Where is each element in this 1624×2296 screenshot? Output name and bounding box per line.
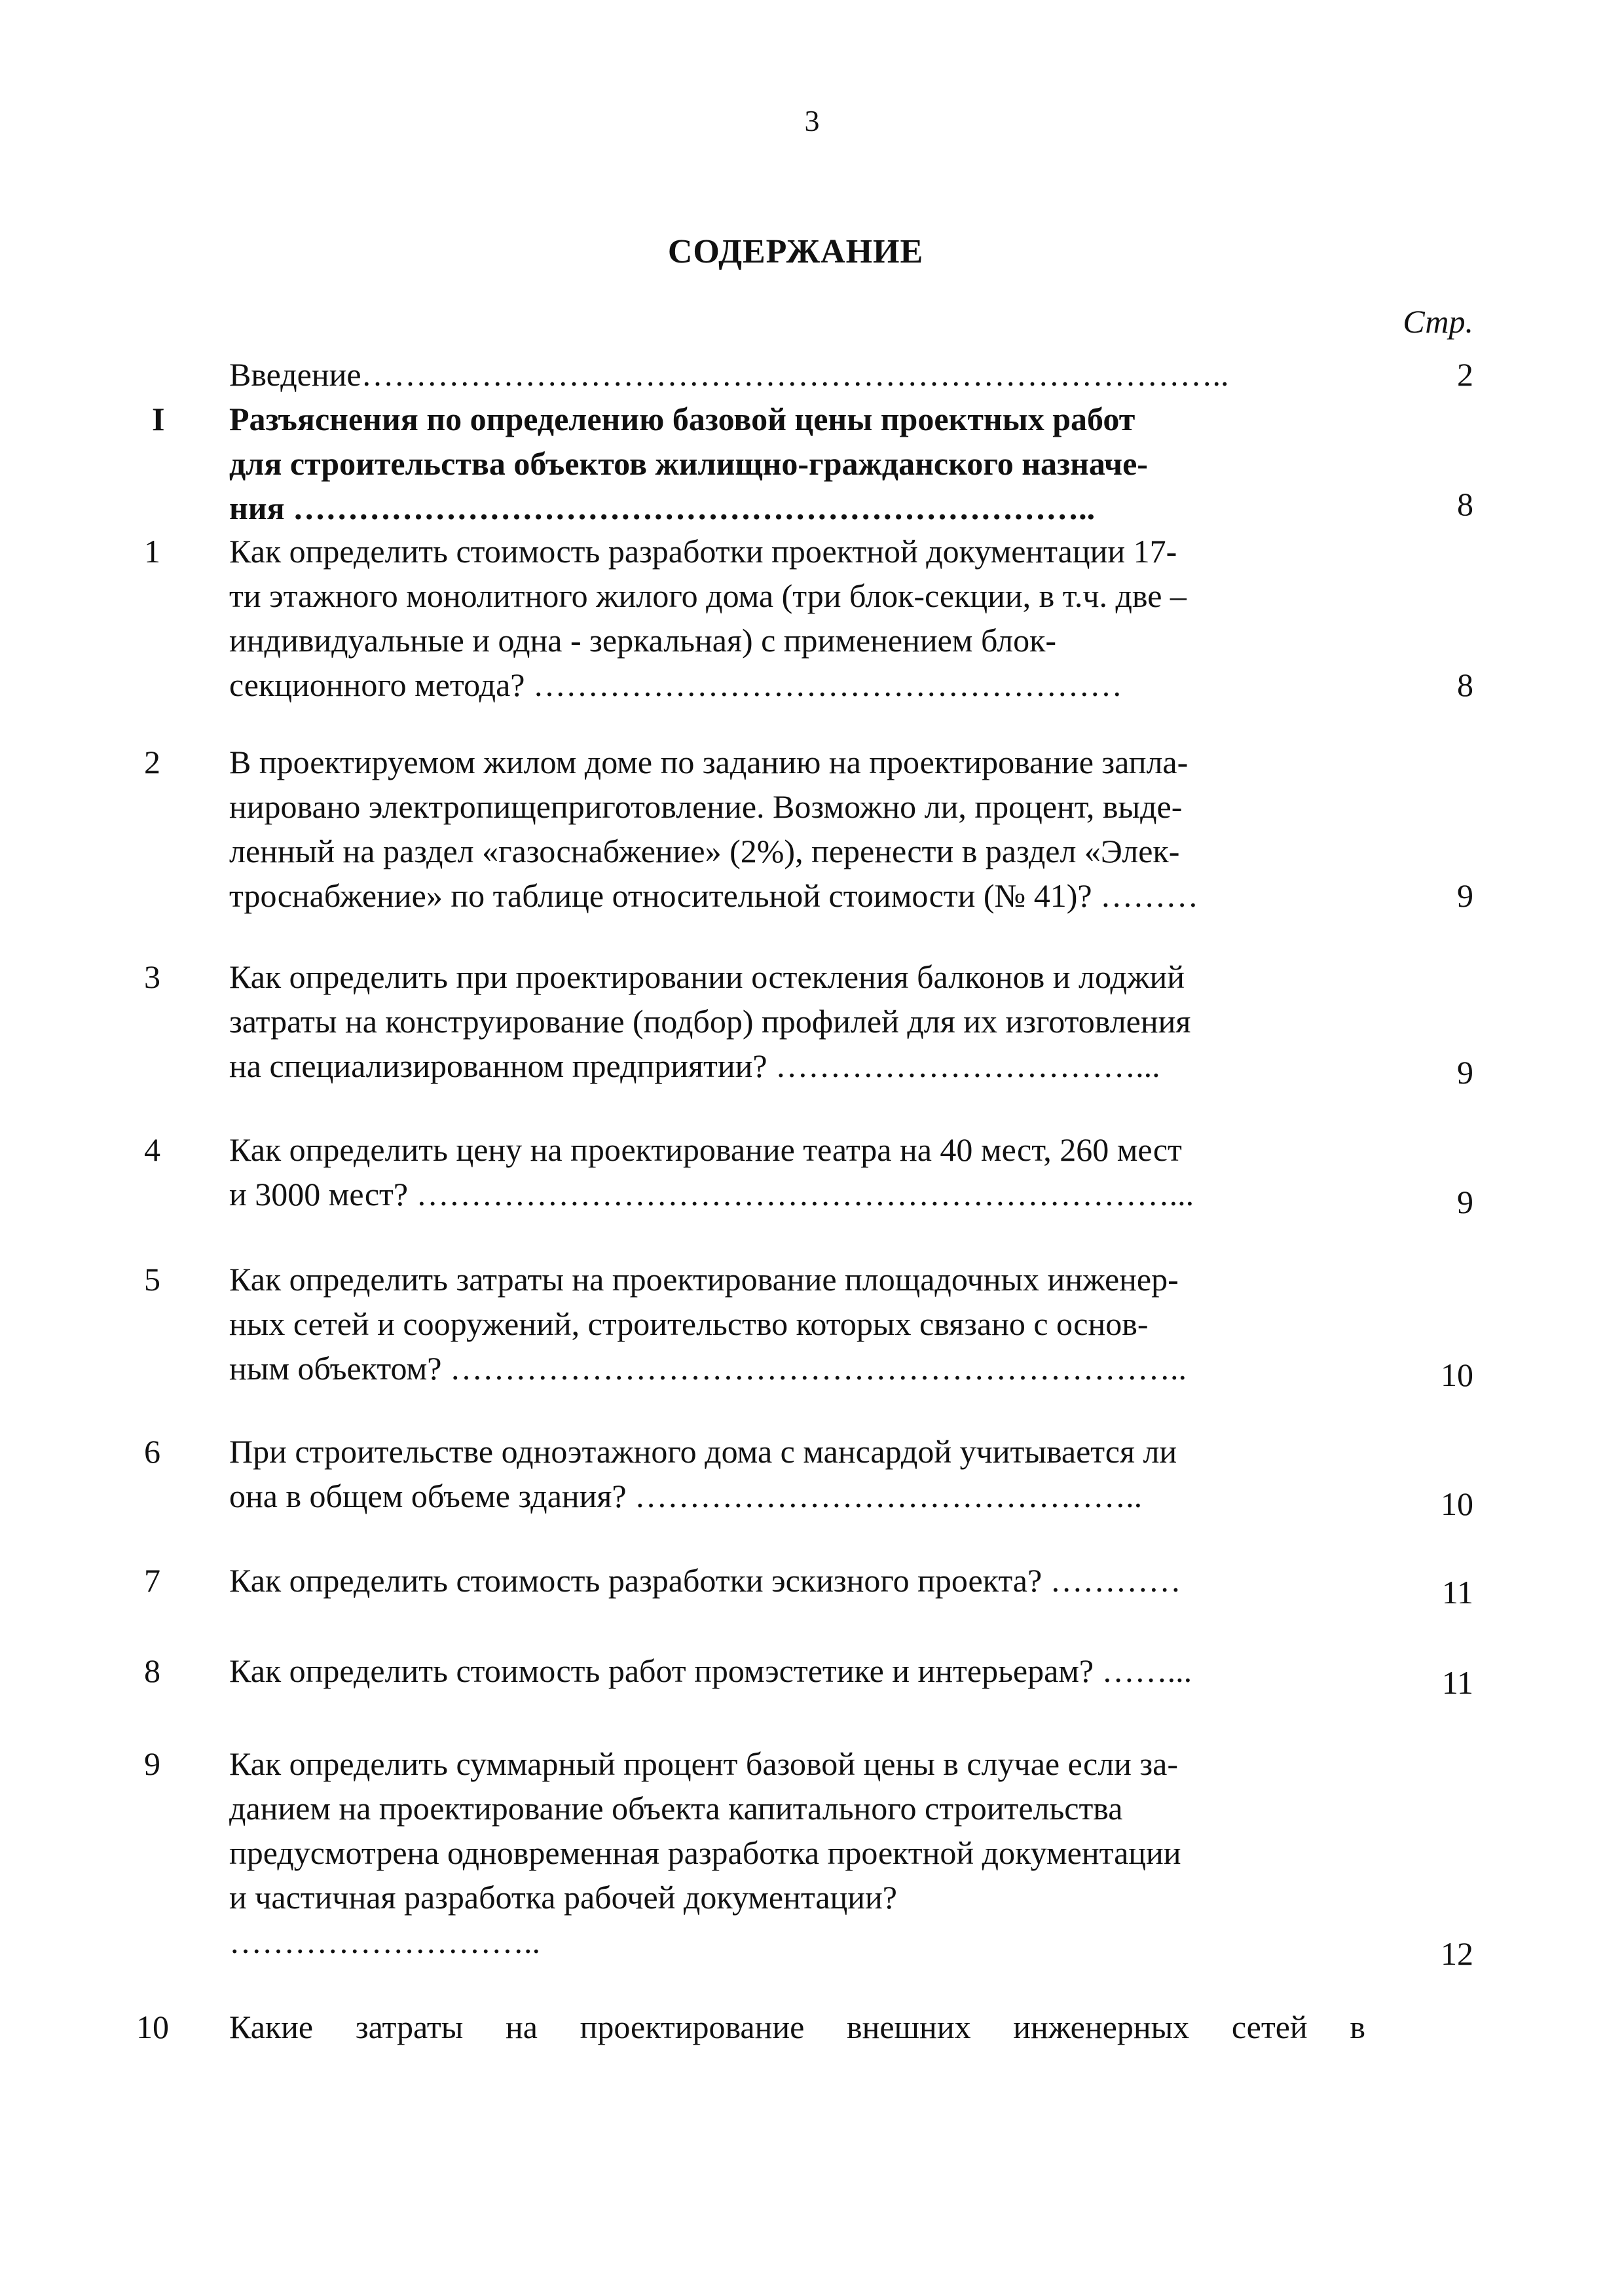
toc-entry-text [229,1558,1365,1603]
toc-entry-number: 6 [144,1433,160,1470]
toc-line: для строительства объектов жилищно-гражданского назначе- [229,445,1148,482]
toc-entry-number: 10 [136,2009,169,2045]
toc-entry-text [229,1429,1365,1518]
toc-line: Как определить затраты на проектирование площадочных инженер- [229,1261,1179,1298]
toc-line: Как определить цену на проектирование театра на 40 мест, 260 мест [229,1131,1182,1168]
toc-entry-7[interactable] [0,1558,1624,1617]
toc-entry-page: 9 [1457,877,1473,914]
page-title: СОДЕРЖАНИЕ [667,233,924,270]
toc-line: В проектируемом жилом доме по заданию на проектирование запла- [229,744,1189,780]
toc-entry-number: 5 [144,1261,160,1298]
toc-entry-text [229,1649,1365,1693]
toc-entry-3[interactable] [0,955,1624,1092]
toc-entry-page: 8 [1457,486,1473,522]
toc-line: Как определить стоимость разработки эскизного проекта? ………… [229,1562,1181,1599]
toc-entry-section-1[interactable] [0,397,1624,534]
toc-entry-2[interactable] [0,740,1624,923]
toc-line: и частичная разработка рабочей документации? [229,1879,897,1916]
toc-line: ти этажного монолитного жилого дома (три блок-секции, в т.ч. две – [229,577,1187,614]
toc-entry-text [229,740,1365,918]
toc-entry-page: 2 [1457,356,1473,393]
toc-entry-text [229,955,1365,1088]
toc-entry-page: 8 [1457,666,1473,703]
toc-entry-number: 1 [144,533,160,570]
toc-line: и 3000 мест? ……………………………………………………………... [229,1176,1194,1212]
toc-entry-number: 4 [144,1131,160,1168]
toc-entry-number: 9 [144,1745,160,1782]
toc-entry-10[interactable] [0,2005,1624,2064]
page-column-header: Стр. [1403,303,1473,340]
toc-entry-1[interactable] [0,529,1624,712]
toc-line: Как определить суммарный процент базовой цены в случае если за- [229,1745,1179,1782]
toc-entry-number: I [152,401,165,437]
toc-line: ленный на раздел «газоснабжение» (2%), перенести в раздел «Элек- [229,833,1180,869]
toc-line: индивидуальные и одна - зеркальная) с применением блок- [229,622,1057,659]
toc-entry-8[interactable] [0,1649,1624,1707]
toc-entry-text [229,1741,1365,1964]
toc-entry-page: 12 [1441,1935,1473,1972]
toc-entry-page: 11 [1441,1574,1473,1611]
toc-line: затраты на конструирование (подбор) профилей для их изготовления [229,1003,1191,1040]
toc-line: Как определить стоимость разработки проектной документации 17- [229,533,1177,570]
toc-entry-number: 3 [144,958,160,995]
toc-line: Как определить стоимость работ промэстетике и интерьерам? ……... [229,1652,1192,1689]
toc-line: Введение…………………………………………………………………….. [229,356,1229,393]
toc-entry-page: 9 [1457,1054,1473,1091]
toc-entry-5[interactable] [0,1257,1624,1394]
toc-entry-text [229,1257,1365,1391]
toc-entry-intro[interactable] [0,352,1624,398]
page-number: 3 [804,104,820,137]
toc-entry-9[interactable] [0,1741,1624,1971]
toc-line: При строительстве одноэтажного дома с мансардой учитывается ли [229,1433,1177,1470]
toc-entry-page: 10 [1441,1485,1473,1522]
toc-entry-text [229,352,1365,397]
toc-line: нировано электропищеприготовление. Возможно ли, процент, выде- [229,788,1183,825]
toc-entry-number: 2 [144,744,160,780]
toc-entry-page: 9 [1457,1184,1473,1220]
toc-entry-text [229,2005,1365,2049]
toc-line: троснабжение» по таблице относительной стоимости (№ 41)? ……… [229,877,1199,914]
toc-entry-text [229,529,1365,707]
toc-entry-page: 11 [1441,1664,1473,1701]
toc-line: Как определить при проектировании остекления балконов и лоджий [229,958,1185,995]
toc-line: предусмотрена одновременная разработка проектной документации [229,1834,1181,1871]
toc-entry-4[interactable] [0,1127,1624,1226]
toc-line: ния ……………………………………………………………….. [229,490,1096,526]
toc-line: она в общем объеме здания? ……………………………………….. [229,1478,1143,1514]
toc-entry-text [229,1127,1365,1216]
toc-entry-text [229,397,1365,530]
toc-line: данием на проектирование объекта капитального строительства [229,1790,1123,1827]
toc-line: Разъяснения по определению базовой цены проектных работ [229,401,1135,437]
toc-line: ным объектом? ………………………………………………………….. [229,1350,1187,1387]
toc-entry-6[interactable] [0,1429,1624,1527]
toc-line: секционного метода? ……………………………………………… [229,666,1122,703]
toc-line: ……………………….. [229,1923,540,1960]
toc-entry-number: 7 [144,1562,160,1599]
toc-entry-number: 8 [144,1652,160,1689]
toc-entry-page: 10 [1441,1357,1473,1393]
toc-line: ных сетей и сооружений, строительство которых связано с основ- [229,1305,1149,1342]
toc-line: Какие затраты на проектирование внешних инженерных сетей в [229,2009,1365,2045]
toc-line: на специализированном предприятии? ……………………………... [229,1048,1160,1084]
